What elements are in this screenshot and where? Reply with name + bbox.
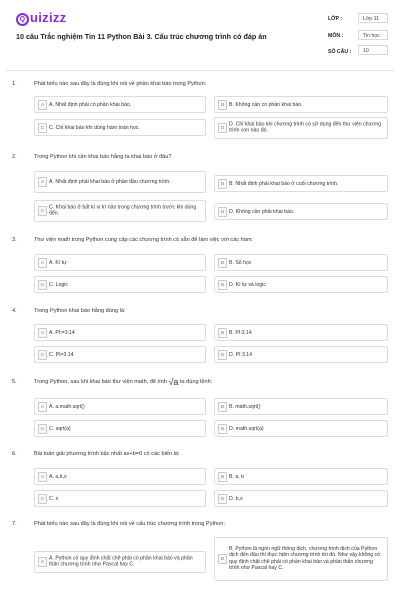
option-text: C. x — [49, 495, 59, 502]
option-text: D. Không cần phải khai báo. — [229, 208, 295, 215]
option-text: C. Khai báo ở bất kì vị trí nào trong chương trình trước khi dùng đến. — [49, 204, 197, 217]
option-key: B — [218, 554, 227, 564]
option-key: C — [38, 123, 47, 133]
option-text: C. sqrt(a) — [49, 425, 71, 432]
option-key: D — [218, 424, 227, 434]
subject-value: Tin học — [358, 30, 388, 40]
option-a[interactable] — [34, 324, 206, 341]
option-text: A. a.math.sqrt() — [49, 403, 85, 410]
subject-label: MÔN : — [328, 33, 344, 39]
option-key: A — [38, 557, 47, 567]
option-b[interactable] — [214, 254, 388, 271]
option-key: C — [38, 424, 47, 434]
option-a[interactable] — [34, 254, 206, 271]
option-b[interactable] — [214, 398, 388, 415]
page-header — [0, 0, 400, 62]
option-c[interactable] — [34, 200, 206, 222]
option-text: D. b,x — [229, 495, 243, 502]
option-text: D. PI 3.14 — [229, 351, 253, 358]
option-key: A — [38, 100, 47, 110]
option-key: A — [38, 328, 47, 338]
option-a[interactable] — [34, 96, 206, 113]
option-b[interactable] — [214, 175, 388, 192]
option-c[interactable] — [34, 420, 206, 437]
option-text: B. PI:3.14 — [229, 329, 252, 336]
option-b[interactable] — [214, 324, 388, 341]
option-text: A. Nhất định phải khai báo ở phần đầu chương trình. — [49, 178, 171, 185]
option-key: B — [218, 402, 227, 412]
option-key: D — [218, 280, 227, 290]
option-key: D — [218, 123, 227, 133]
option-d[interactable] — [214, 346, 388, 363]
option-text: D. Chỉ khai báo khi chương trình có sử dụng đến thư viện chương trình con nào đó. — [229, 121, 382, 134]
question-number: 3. — [12, 237, 17, 243]
class-label: LỚP : — [328, 16, 343, 22]
option-key: A — [38, 402, 47, 412]
option-b[interactable] — [214, 96, 388, 113]
question-number: 5. — [12, 379, 17, 385]
question-number: 1. — [12, 81, 17, 87]
option-key: C — [38, 494, 47, 504]
option-text: A. PI:=3.14 — [49, 329, 75, 336]
option-key: D — [218, 350, 227, 360]
option-key: D — [218, 494, 227, 504]
option-c[interactable] — [34, 346, 206, 363]
option-c[interactable] — [34, 490, 206, 507]
question-number: 2. — [12, 154, 17, 160]
option-a[interactable] — [34, 171, 206, 193]
option-text: B. math.sqrt() — [229, 403, 261, 410]
header-divider — [6, 70, 394, 71]
question-number: 6. — [12, 451, 17, 457]
option-key: B — [218, 472, 227, 482]
question-number: 7. — [12, 521, 17, 527]
option-text: A. Python có quy định chặt chẽ phải có phần khai báo và phần thân chương trình như Pascal hay C. — [49, 555, 193, 568]
option-d[interactable] — [214, 117, 388, 139]
option-a[interactable] — [34, 468, 206, 485]
question-text: Phát biểu nào sau đây là đúng khi nói về phần khai báo trong Python: — [34, 81, 207, 87]
quizizz-logo: Q uizizz — [16, 10, 66, 26]
question-text: Trong Python khai báo hằng đúng là: — [34, 308, 126, 314]
option-a[interactable] — [34, 551, 206, 573]
worksheet-title: 10 câu Trắc nghiệm Tin 11 Python Bài 3. Cấu trúc chương trình có đáp án — [16, 32, 267, 41]
square-root-symbol: √a — [168, 377, 179, 387]
option-d[interactable] — [214, 420, 388, 437]
option-key: C — [38, 350, 47, 360]
option-text: A. a,b,x — [49, 473, 67, 480]
option-d[interactable] — [214, 276, 388, 293]
option-text: A. Kí tự — [49, 259, 67, 266]
option-key: D — [218, 207, 227, 217]
option-text: C. Chỉ khai báo khi dùng hàm toán học. — [49, 124, 140, 131]
question-count-value: 10 — [358, 45, 388, 55]
option-text: C. Logic — [49, 281, 69, 288]
option-text: C. PI=3.14 — [49, 351, 74, 358]
option-b[interactable] — [214, 537, 388, 581]
option-text: D. math.sqrt(a) — [229, 425, 264, 432]
option-c[interactable] — [34, 276, 206, 293]
option-key: A — [38, 177, 47, 187]
option-text: A. Nhất định phải có phần khai báo. — [49, 101, 132, 108]
question-number: 4. — [12, 308, 17, 314]
question-text: Phát biểu nào sau đây là đúng khi nói về cấu trúc chương trình trong Python: — [34, 521, 225, 527]
option-key: C — [38, 280, 47, 290]
option-key: B — [218, 179, 227, 189]
question-text: Trong Python khi cần khai báo hằng ta khai báo ở đâu? — [34, 154, 172, 160]
option-d[interactable] — [214, 203, 388, 220]
option-text: D. Kí tự và logic — [229, 281, 266, 288]
option-key: C — [38, 206, 47, 216]
option-d[interactable] — [214, 490, 388, 507]
option-text: B. Số học — [229, 259, 252, 266]
question-count-label: SỐ CÂU : — [328, 49, 352, 55]
question-text: Trong Python, sau khi khai báo thư viện math, để tính √a ta dùng lệnh: — [34, 377, 213, 387]
option-key: A — [38, 258, 47, 268]
option-key: B — [218, 100, 227, 110]
question-text: Thư viện math trong Python cung cấp các chương trình có sẵn để làm việc với các hàm: — [34, 237, 254, 243]
option-text: B. Python là ngôn ngữ thông dịch, chương trình dịch của Python dịch đến đâu thì thực hiện chương trình tới đó. Như vậy không có quy định chặt chẽ phải có phần khai báo và phần thân chương trình như Pascal hay C. — [229, 546, 381, 572]
option-b[interactable] — [214, 468, 388, 485]
class-value: Lớp 11 — [358, 13, 388, 23]
option-text: B. a, b — [229, 473, 244, 480]
option-key: A — [38, 472, 47, 482]
question-text: Bài toán giải phương trình bậc nhất ax+b=0 có các biến là: — [34, 451, 180, 457]
option-text: B. Không cần có phần khai báo. — [229, 101, 303, 108]
option-a[interactable] — [34, 398, 206, 415]
option-key: B — [218, 258, 227, 268]
option-text: B. Nhất định phải khai báo ở cuối chương trình. — [229, 180, 339, 187]
option-c[interactable] — [34, 119, 206, 136]
option-key: B — [218, 328, 227, 338]
